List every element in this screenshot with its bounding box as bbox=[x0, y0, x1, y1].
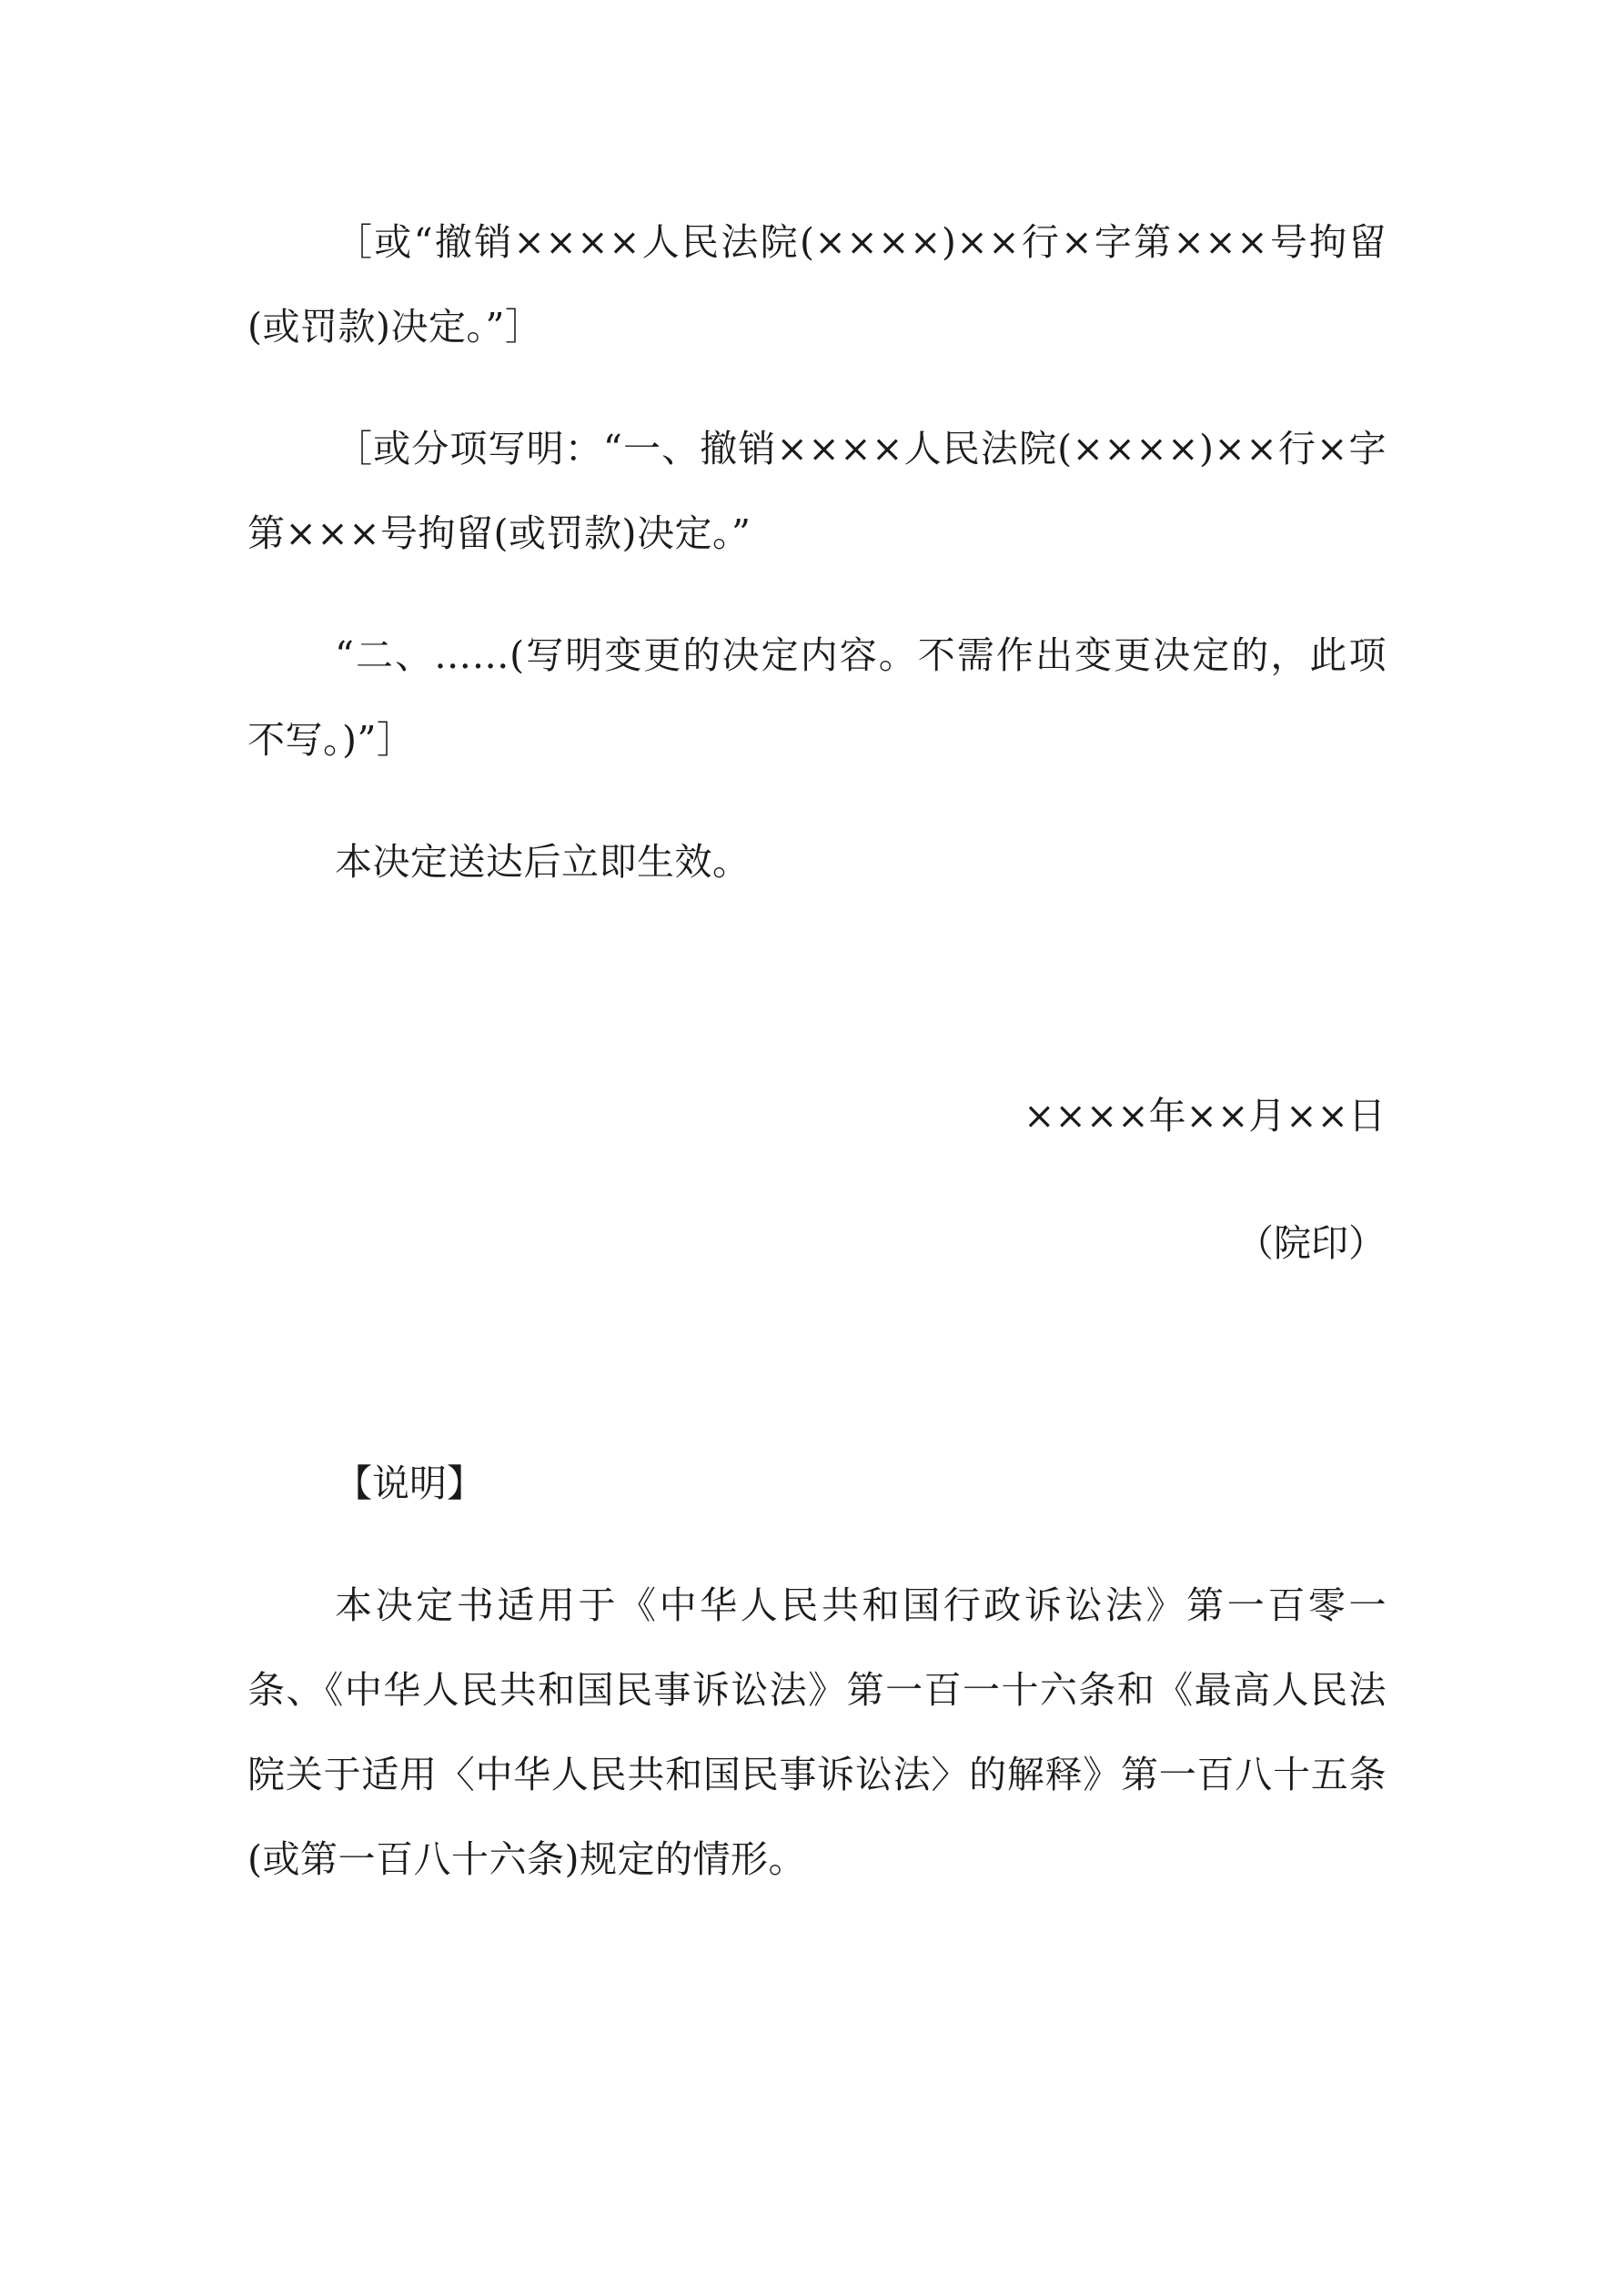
explanation-text: 本决定书适用于《中华人民共和国行政诉讼法》第一百零一条、《中华人民共和国民事诉讼法》第一百一十六条和《最高人民法院关于适用〈中华人民共和国民事诉讼法〉的解释》第一百八十五条(或第一百八十六条)规定的情形。 bbox=[247, 1583, 1387, 1881]
court-seal-note: （院印） bbox=[1236, 1221, 1386, 1265]
paragraph-effective-clause: 本决定送达后立即生效。 bbox=[335, 840, 751, 884]
paragraph-itemized-option-2: “二、……(写明变更的决定内容。不需作出变更决定的，此项不写。)”］ bbox=[247, 633, 1387, 762]
paragraph-revoke-option: ［或“撤销××××人民法院(××××)××行×字第×××号拘留(或罚款)决定。”］ bbox=[247, 220, 1387, 349]
decision-date: ××××年××月××日 bbox=[1024, 1094, 1386, 1138]
explanation-heading: 【说明】 bbox=[335, 1462, 484, 1505]
paragraph-itemized-option-1: ［或分项写明：“一、撤销××××人民法院(××××)××行×字第×××号拘留(或罚款)决定。” bbox=[247, 427, 1387, 555]
